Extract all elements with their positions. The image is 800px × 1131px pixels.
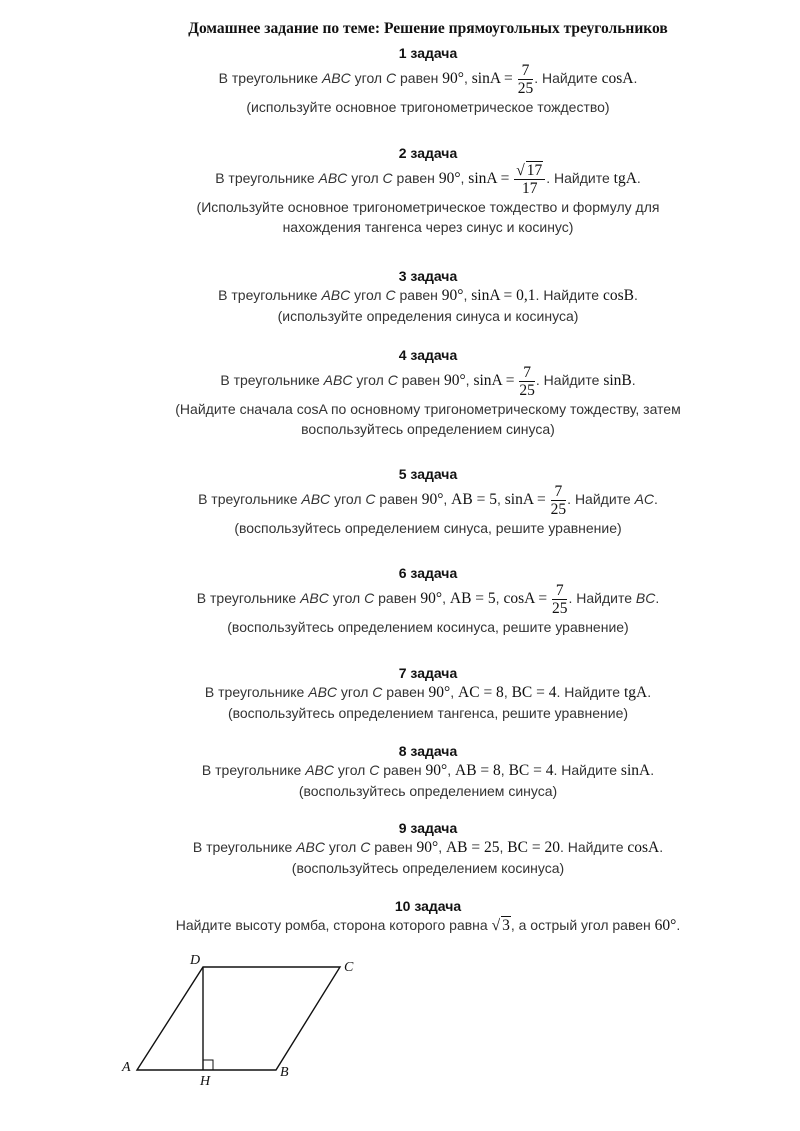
target-value: BC bbox=[635, 590, 656, 607]
task-heading: 1 задача bbox=[398, 45, 458, 61]
task-statement: В треугольнике ABC угол C равен 90°, sinA = $\frac{√ 17}{17}$ . Найдите tgA. bbox=[215, 162, 641, 197]
fraction: $\frac{7}{25}$ bbox=[551, 582, 568, 617]
task-hint: (Найдите сначала cosA по основному тригонометрическому тождеству, затем bbox=[175, 401, 681, 417]
side-value: BC = 20 bbox=[507, 839, 560, 856]
target-value: cosB bbox=[602, 287, 634, 304]
angle-value: 90° bbox=[421, 491, 444, 509]
target-value: cosA bbox=[627, 839, 660, 856]
page-title: Домашнее задание по теме: Решение прямоугольных треугольников bbox=[188, 20, 668, 37]
side-value: BC = 4 bbox=[511, 684, 557, 701]
label-b: B bbox=[280, 1065, 289, 1080]
side-value: AB = 5 bbox=[451, 491, 497, 509]
task-statement: В треугольнике ABC угол C равен 90°, AB = 5, sinA = $\frac{7}{25}$ . Найдите AC. bbox=[198, 483, 658, 518]
task-heading: 7 задача bbox=[398, 665, 458, 681]
sine-ratio: sinA = bbox=[471, 70, 513, 88]
angle-value: 60° bbox=[654, 917, 677, 934]
task-hint: нахождения тангенса через синус и косинус) bbox=[282, 219, 574, 235]
task-heading: 3 задача bbox=[398, 268, 458, 284]
sine-ratio: sinA = bbox=[504, 491, 546, 509]
fraction: $\frac{7}{25}$ bbox=[519, 364, 535, 399]
target-value: tgA bbox=[613, 170, 637, 188]
fraction: $\frac{7}{25}$ bbox=[550, 483, 567, 518]
cosine-ratio: cosA = bbox=[503, 590, 548, 608]
label-d: D bbox=[190, 953, 201, 968]
task-heading: 5 задача bbox=[398, 466, 458, 482]
side-value: AB = 8 bbox=[455, 762, 501, 779]
rhombus-outline bbox=[137, 967, 340, 1070]
task-hint: (воспользуйтесь определением синуса, решите уравнение) bbox=[234, 520, 622, 536]
angle-value: 90° bbox=[443, 372, 466, 390]
task-heading: 10 задача bbox=[394, 898, 462, 914]
task-heading: 4 задача bbox=[398, 347, 458, 363]
task-4 bbox=[0, 346, 800, 439]
angle-value: 90° bbox=[420, 590, 443, 608]
fraction: $\frac{7}{25}$ bbox=[517, 62, 534, 97]
task-2 bbox=[0, 144, 800, 237]
task-statement: В треугольнике ABC угол C равен 90°, AB = 5, cosA = $\frac{7}{25}$ . Найдите BC. bbox=[196, 582, 660, 617]
sine-ratio: sinA = 0,1 bbox=[471, 287, 536, 304]
task-1 bbox=[0, 44, 800, 117]
angle-value: 90° bbox=[416, 839, 439, 856]
task-statement: В треугольнике ABC угол C равен 90°, sinA = 0,1. Найдите cosB. bbox=[218, 287, 638, 304]
target-value: AC bbox=[634, 491, 655, 508]
side-value: AB = 25 bbox=[445, 839, 500, 856]
task-hint: воспользуйтесь определением синуса) bbox=[301, 421, 555, 437]
task-statement: В треугольнике ABC угол C равен 90°, AC = 8, BC = 4. Найдите tgA. bbox=[204, 684, 652, 701]
task-heading: 9 задача bbox=[398, 820, 458, 836]
task-heading: 2 задача bbox=[398, 145, 458, 161]
sine-ratio: sinA = bbox=[468, 170, 510, 188]
side-value: AB = 5 bbox=[449, 590, 496, 608]
task-statement: В треугольнике ABC угол C равен 90°, AB = 25, BC = 20. Найдите cosA. bbox=[192, 839, 664, 856]
task-6 bbox=[0, 564, 800, 637]
task-heading: 8 задача bbox=[398, 743, 458, 759]
angle-value: 90° bbox=[425, 762, 448, 779]
sine-ratio: sinA = bbox=[473, 372, 515, 390]
rhombus-figure bbox=[118, 950, 378, 1090]
angle-value: 90° bbox=[438, 170, 461, 188]
task-3 bbox=[0, 267, 800, 326]
target-value: cosA bbox=[601, 70, 634, 88]
task-5 bbox=[0, 465, 800, 538]
task-hint: (используйте основное тригонометрическое тождество) bbox=[246, 99, 610, 115]
task-8 bbox=[0, 742, 800, 801]
task-hint: (используйте определения синуса и косинуса) bbox=[277, 308, 579, 324]
right-angle-mark bbox=[203, 1060, 213, 1070]
side-value: BC = 4 bbox=[508, 762, 554, 779]
task-hint: (воспользуйтесь определением тангенса, решите уравнение) bbox=[227, 705, 629, 721]
target-value: sinB bbox=[603, 372, 632, 390]
task-hint: (воспользуйтесь определением синуса) bbox=[298, 783, 558, 799]
task-hint: (воспользуйтесь определением косинуса) bbox=[291, 860, 565, 876]
fraction: $\frac{√ 17}{17}$ bbox=[514, 162, 545, 197]
task-statement: Найдите высоту ромба, сторона которого равна √ 3, а острый угол равен 60°. bbox=[175, 917, 681, 934]
task-7 bbox=[0, 664, 800, 723]
label-c: C bbox=[344, 960, 354, 975]
task-hint: (воспользуйтесь определением косинуса, решите уравнение) bbox=[227, 619, 629, 635]
label-a: A bbox=[122, 1060, 131, 1075]
task-statement: В треугольнике ABC угол C равен 90°, sinA = $\frac{7}{25}$ . Найдите cosA. bbox=[218, 62, 638, 97]
task-statement: В треугольнике ABC угол C равен 90°, sinA = $\frac{7}{25}$ . Найдите sinB. bbox=[220, 364, 636, 399]
target-value: tgA bbox=[623, 684, 648, 701]
side-value: AC = 8 bbox=[458, 684, 504, 701]
target-value: sinA bbox=[620, 762, 651, 779]
side-value: √ 3 bbox=[491, 917, 510, 934]
angle-value: 90° bbox=[441, 287, 464, 304]
task-statement: В треугольнике ABC угол C равен 90°, AB = 8, BC = 4. Найдите sinA. bbox=[201, 762, 655, 779]
task-heading: 6 задача bbox=[398, 565, 458, 581]
label-h: H bbox=[200, 1074, 211, 1089]
task-10 bbox=[0, 897, 800, 936]
task-hint: (Используйте основное тригонометрическое тождество и формулу для bbox=[196, 199, 660, 215]
angle-value: 90° bbox=[442, 70, 464, 88]
task-9 bbox=[0, 819, 800, 878]
angle-value: 90° bbox=[428, 684, 451, 701]
